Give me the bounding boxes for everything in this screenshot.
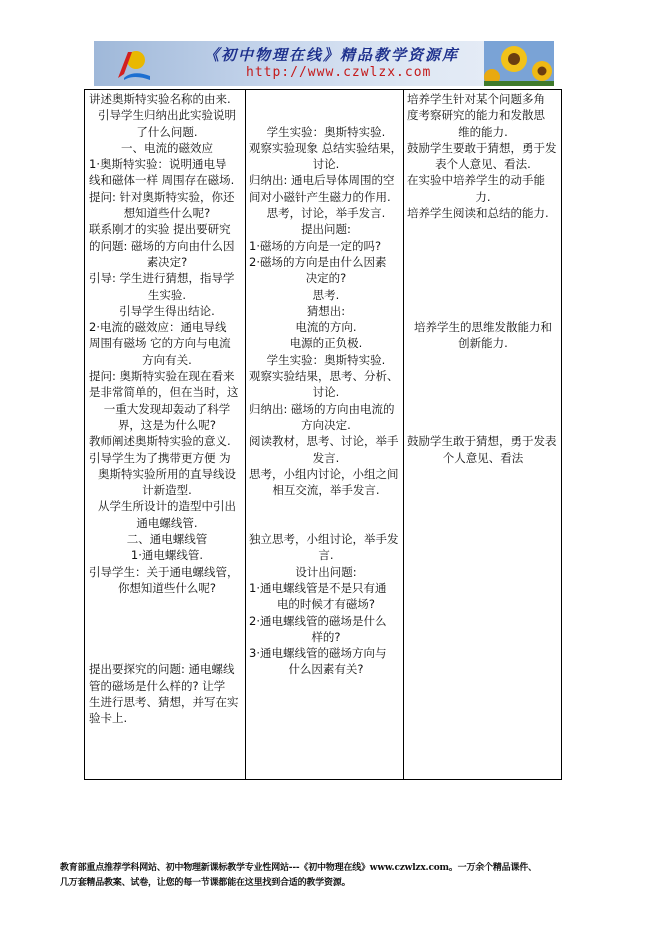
cell-line: 创新能力.: [458, 336, 508, 351]
cell-line: [89, 645, 245, 661]
cell-line: [407, 384, 559, 400]
cell-line: 讨论.: [312, 157, 340, 172]
cell-line: 提出要探究的问题: 通电螺线: [89, 662, 235, 677]
cell-line: 引导: 学生进行猜想，指导学: [89, 271, 235, 286]
cell-line: 引导学生得出结论.: [119, 303, 215, 318]
cell-line: [249, 498, 403, 514]
cell-line: 2·电流的磁效应：通电导线: [89, 320, 227, 335]
cell-line: 计新造型.: [142, 483, 192, 498]
cell-line: 是非常简单的，但在当时，这: [89, 385, 239, 400]
cell-line: 鼓励学生要敢于猜想，勇于发: [407, 140, 557, 155]
page-footer: [60, 861, 605, 891]
cell-line: 提出问题:: [301, 222, 351, 237]
cell-line: [407, 417, 559, 433]
cell-line: 教师阐述奥斯特实验的意义.: [89, 434, 231, 449]
cell-line: 样的?: [311, 629, 341, 644]
banner-title: 《初中物理在线》精品教学资源库: [204, 46, 460, 64]
cell-line: 鼓励学生敢于猜想，勇于发表: [407, 434, 557, 449]
cell-line: 培养学生的思维发散能力和: [414, 320, 552, 335]
cell-line: 培养学生针对某个问题多角: [407, 92, 545, 106]
cell-line: 讲述奥斯特实验名称的由来.: [89, 92, 231, 106]
cell-line: 从学生所设计的造型中引出: [98, 499, 236, 514]
cell-line: 1·通电螺线管.: [130, 548, 204, 563]
cell-line: 观察实验现象 总结实验结果，: [249, 140, 403, 155]
cell-line: [249, 107, 403, 123]
cell-line: 归纳出: 通电后导体周围的空: [249, 173, 395, 188]
column-divider: [403, 90, 404, 779]
cell-line: [407, 221, 559, 237]
lesson-plan-table: [84, 89, 562, 780]
cell-line: 素决定?: [146, 254, 188, 269]
cell-line: 一重大发现却轰动了科学: [103, 401, 231, 416]
footer-line: 几万套精品教案、试卷，让您的每一节课都能在这里找到合适的教学资源。: [60, 878, 351, 888]
cell-line: 周围有磁场 它的方向与电流: [89, 336, 231, 351]
cell-line: 方向决定.: [301, 417, 351, 432]
cell-line: 学生实验：奥斯特实验.: [266, 124, 386, 139]
cell-line: 电源的正负极.: [289, 336, 363, 351]
cell-line: 方向有关.: [142, 352, 192, 367]
cell-line: 讨论.: [312, 385, 340, 400]
banner-url[interactable]: http://www.czwlzx.com: [246, 65, 432, 80]
cell-line: 发言.: [312, 450, 340, 465]
cell-line: 思考，讨论，举手发言.: [266, 206, 386, 221]
cell-line: [89, 613, 245, 629]
cell-line: 你想知道些什么呢?: [117, 580, 217, 595]
cell-line: 电流的方向.: [295, 320, 357, 335]
cell-line: 思考.: [312, 287, 340, 302]
cell-line: 界，这是为什么呢?: [117, 417, 217, 432]
cell-line: 引导学生为了携带更方便 为: [89, 450, 231, 465]
cell-line: [249, 91, 403, 107]
cell-line: 学生实验：奥斯特实验.: [266, 352, 386, 367]
cell-line: [407, 368, 559, 384]
cell-line: 电的时候才有磁场?: [276, 597, 376, 612]
cell-line: 想知道些什么呢?: [123, 206, 211, 221]
footer-line: 教育部重点推荐学科网站、初中物理新课标教学专业性网站---《初中物理在线》www.czwlzx.com。一万余个精品课件、: [60, 863, 537, 873]
cell-line: 维的能力.: [458, 124, 508, 139]
teacher-activity-column: [89, 91, 245, 727]
cell-line: 3·通电螺线管的磁场方向与: [249, 646, 387, 661]
cell-line: 1·磁场的方向是一定的吗?: [249, 238, 382, 253]
cell-line: 在实验中培养学生的动手能: [407, 173, 545, 188]
cell-line: [249, 515, 403, 531]
cell-line: 验卡上.: [89, 711, 128, 726]
cell-line: 一、电流的磁效应: [121, 140, 213, 155]
cell-line: 引导学生：关于通电螺线管，: [89, 564, 239, 579]
cell-line: 的问题: 磁场的方向由什么因: [89, 238, 235, 253]
cell-line: 联系刚才的实验 提出要研究: [89, 222, 231, 237]
cell-line: 独立思考，小组讨论，举手发: [249, 532, 399, 547]
cell-line: 提问: 奥斯特实验在现在看来: [89, 369, 235, 384]
cell-line: 线和磁体一样 周围存在磁场.: [89, 173, 235, 188]
student-activity-column: [249, 91, 403, 678]
cell-line: [407, 352, 559, 368]
cell-line: 什么因素有关?: [288, 662, 364, 677]
cell-line: [407, 287, 559, 303]
cell-line: 设计出问题:: [295, 564, 357, 579]
cell-line: 归纳出: 磁场的方向由电流的: [249, 401, 395, 416]
cell-line: 通电螺线管.: [136, 515, 198, 530]
cell-line: 1·奥斯特实验：说明通电导: [89, 157, 227, 172]
cell-line: 提问: 针对奥斯特实验，你还: [89, 189, 235, 204]
cell-line: [407, 254, 559, 270]
cell-line: 度考察研究的能力和发散思: [407, 108, 545, 123]
cell-line: 引导学生归纳出此实验说明: [98, 108, 236, 123]
cell-line: [407, 401, 559, 417]
column-divider: [245, 90, 246, 779]
design-intent-column: [407, 91, 559, 466]
cell-line: 相互交流，举手发言.: [272, 483, 380, 498]
cell-line: [407, 270, 559, 286]
cell-line: 生进行思考、猜想，并写在实: [89, 694, 239, 709]
cell-line: [407, 303, 559, 319]
cell-line: 表个人意见、看法.: [435, 157, 531, 172]
site-logo-icon: [112, 46, 152, 82]
cell-line: 间对小磁针产生磁力的作用.: [249, 189, 391, 204]
site-banner: [94, 41, 554, 86]
cell-line: [89, 629, 245, 645]
cell-line: 二、通电螺线管: [126, 532, 208, 547]
cell-line: 2·磁场的方向是由什么因素: [249, 254, 387, 269]
cell-line: 管的磁场是什么样的? 让学: [89, 678, 226, 693]
cell-line: 阅读教材，思考、讨论，举手: [249, 434, 399, 449]
cell-line: 培养学生阅读和总结的能力.: [407, 206, 549, 221]
cell-line: 生实验.: [147, 287, 187, 302]
cell-line: 个人意见、看法: [442, 450, 524, 465]
cell-line: 猜想出:: [306, 303, 346, 318]
cell-line: 决定的?: [305, 271, 347, 286]
cell-line: 了什么问题.: [136, 124, 198, 139]
cell-line: 1·通电螺线管是不是只有通: [249, 580, 387, 595]
cell-line: [89, 596, 245, 612]
cell-line: 观察实验结果，思考、分析、: [249, 369, 399, 384]
cell-line: 2·通电螺线管的磁场是什么: [249, 613, 387, 628]
cell-line: [407, 238, 559, 254]
cell-line: 奥斯特实验所用的直导线设: [98, 466, 236, 481]
cell-line: 力.: [475, 189, 491, 204]
sunflower-icon: [484, 41, 554, 86]
cell-line: 言.: [318, 548, 334, 563]
cell-line: 思考，小组内讨论，小组之间: [249, 466, 399, 481]
